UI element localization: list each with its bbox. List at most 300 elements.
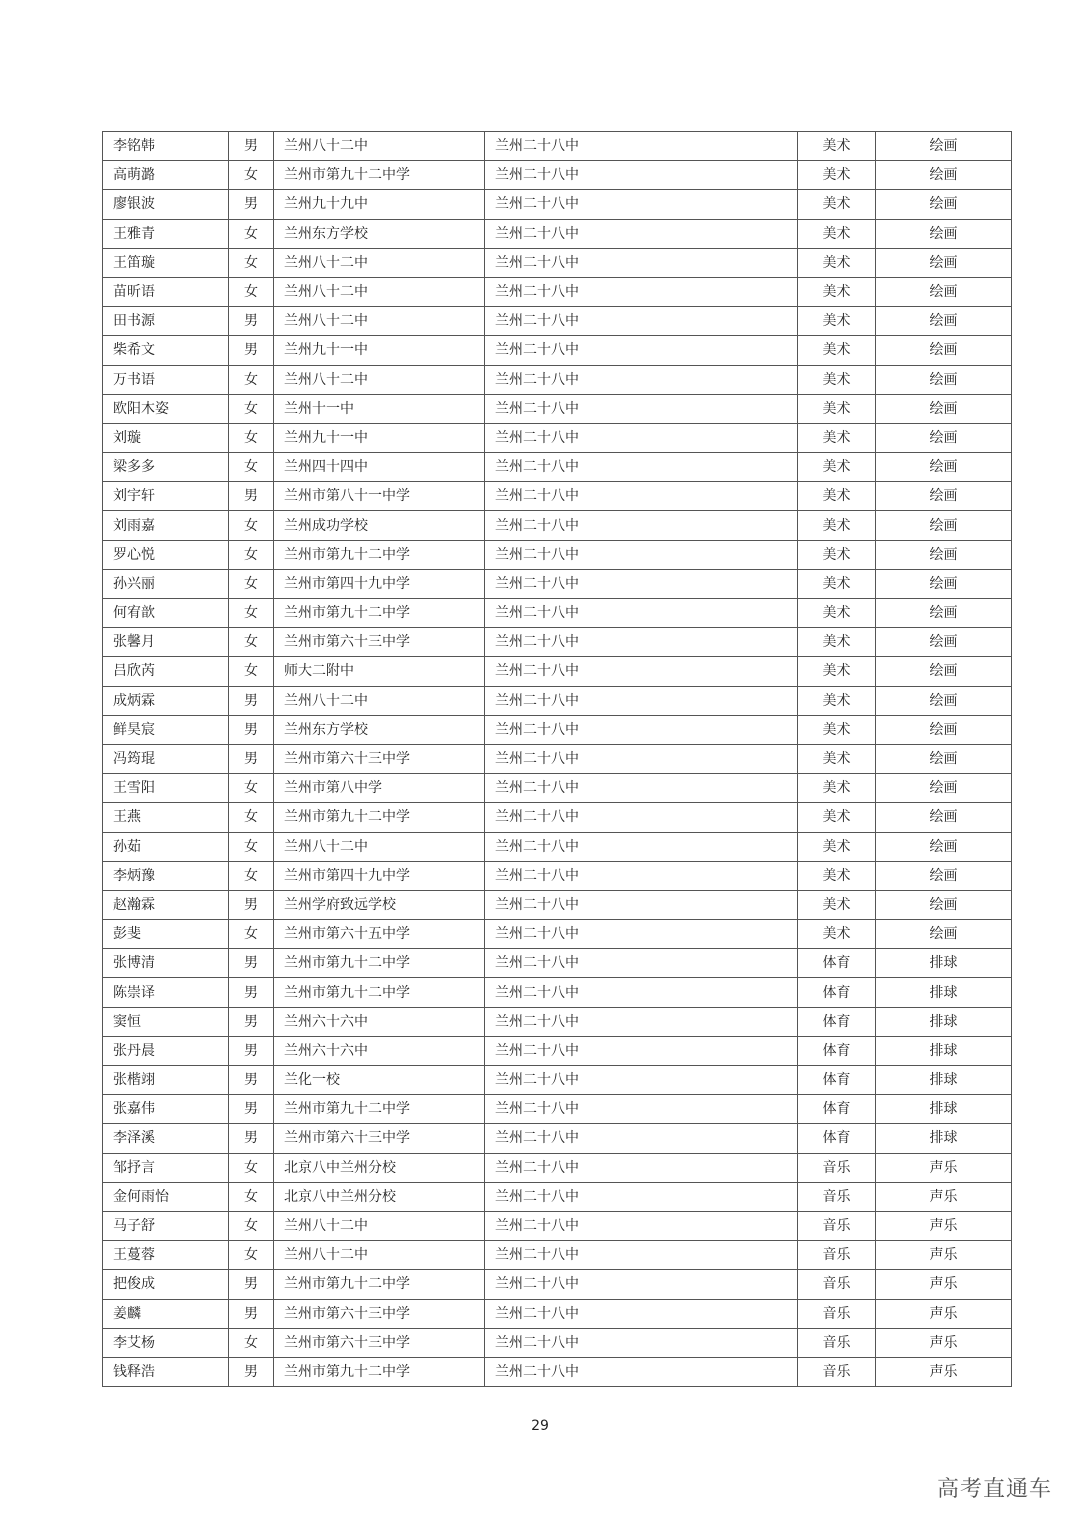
admit-school-cell: 兰州二十八中 [485, 1182, 798, 1211]
table-row [103, 803, 1012, 832]
origin-school-cell: 兰州成功学校 [274, 511, 485, 540]
admit-school-cell: 兰州二十八中 [485, 832, 798, 861]
origin-school-cell: 兰州九十一中 [274, 336, 485, 365]
gender-cell: 男 [229, 1357, 274, 1386]
gender-cell: 女 [229, 1211, 274, 1240]
roster-table [102, 131, 1012, 1387]
category-cell: 美术 [798, 277, 876, 306]
specialty-cell: 绘画 [876, 161, 1012, 190]
origin-school-cell: 兰州市第九十二中学 [274, 1357, 485, 1386]
gender-cell: 男 [229, 686, 274, 715]
category-cell: 美术 [798, 219, 876, 248]
admit-school-cell: 兰州二十八中 [485, 1066, 798, 1095]
student-name-cell: 孙茹 [103, 832, 229, 861]
category-cell: 音乐 [798, 1182, 876, 1211]
specialty-cell: 绘画 [876, 628, 1012, 657]
student-name-cell: 成炳霖 [103, 686, 229, 715]
origin-school-cell: 兰州市第六十三中学 [274, 744, 485, 773]
admit-school-cell: 兰州二十八中 [485, 628, 798, 657]
watermark: 高考直通车 [936, 1477, 1052, 1502]
specialty-cell: 绘画 [876, 277, 1012, 306]
origin-school-cell: 兰州八十二中 [274, 307, 485, 336]
origin-school-cell: 兰州九十一中 [274, 423, 485, 452]
table-row [103, 365, 1012, 394]
specialty-cell: 声乐 [876, 1153, 1012, 1182]
specialty-cell: 绘画 [876, 190, 1012, 219]
specialty-cell: 绘画 [876, 774, 1012, 803]
category-cell: 体育 [798, 1036, 876, 1065]
admit-school-cell: 兰州二十八中 [485, 599, 798, 628]
admit-school-cell: 兰州二十八中 [485, 920, 798, 949]
table-row [103, 132, 1012, 161]
table-row [103, 1270, 1012, 1299]
specialty-cell: 绘画 [876, 219, 1012, 248]
origin-school-cell: 兰州市第四十九中学 [274, 861, 485, 890]
table-row [103, 920, 1012, 949]
specialty-cell: 绘画 [876, 511, 1012, 540]
student-name-cell: 张博清 [103, 949, 229, 978]
table-row [103, 657, 1012, 686]
specialty-cell: 绘画 [876, 453, 1012, 482]
table-row [103, 277, 1012, 306]
gender-cell: 男 [229, 1036, 274, 1065]
table-row [103, 861, 1012, 890]
specialty-cell: 绘画 [876, 832, 1012, 861]
admit-school-cell: 兰州二十八中 [485, 1357, 798, 1386]
gender-cell: 男 [229, 307, 274, 336]
table-row [103, 949, 1012, 978]
student-name-cell: 何宥歆 [103, 599, 229, 628]
origin-school-cell: 兰化一校 [274, 1066, 485, 1095]
gender-cell: 女 [229, 511, 274, 540]
gender-cell: 女 [229, 861, 274, 890]
student-name-cell: 王雅青 [103, 219, 229, 248]
table-row [103, 569, 1012, 598]
category-cell: 美术 [798, 861, 876, 890]
gender-cell: 男 [229, 482, 274, 511]
table-row [103, 628, 1012, 657]
student-name-cell: 张楷翊 [103, 1066, 229, 1095]
student-name-cell: 万书语 [103, 365, 229, 394]
student-name-cell: 姜麟 [103, 1299, 229, 1328]
specialty-cell: 绘画 [876, 715, 1012, 744]
specialty-cell: 绘画 [876, 744, 1012, 773]
student-name-cell: 欧阳木姿 [103, 394, 229, 423]
gender-cell: 女 [229, 161, 274, 190]
gender-cell: 女 [229, 248, 274, 277]
category-cell: 体育 [798, 1124, 876, 1153]
origin-school-cell: 兰州市第四十九中学 [274, 569, 485, 598]
table-row [103, 1241, 1012, 1270]
origin-school-cell: 兰州市第九十二中学 [274, 599, 485, 628]
student-name-cell: 苗昕语 [103, 277, 229, 306]
admit-school-cell: 兰州二十八中 [485, 1153, 798, 1182]
category-cell: 美术 [798, 686, 876, 715]
student-name-cell: 张馨月 [103, 628, 229, 657]
table-row [103, 1095, 1012, 1124]
category-cell: 美术 [798, 628, 876, 657]
student-name-cell: 金何雨怡 [103, 1182, 229, 1211]
admit-school-cell: 兰州二十八中 [485, 365, 798, 394]
category-cell: 美术 [798, 423, 876, 452]
gender-cell: 女 [229, 1182, 274, 1211]
gender-cell: 男 [229, 1095, 274, 1124]
admit-school-cell: 兰州二十八中 [485, 423, 798, 452]
student-name-cell: 窦恒 [103, 1007, 229, 1036]
table-row [103, 715, 1012, 744]
specialty-cell: 绘画 [876, 803, 1012, 832]
student-name-cell: 马子舒 [103, 1211, 229, 1240]
student-name-cell: 陈崇译 [103, 978, 229, 1007]
gender-cell: 女 [229, 774, 274, 803]
category-cell: 美术 [798, 920, 876, 949]
specialty-cell: 声乐 [876, 1211, 1012, 1240]
gender-cell: 男 [229, 132, 274, 161]
specialty-cell: 绘画 [876, 599, 1012, 628]
table-row [103, 744, 1012, 773]
student-name-cell: 王雪阳 [103, 774, 229, 803]
origin-school-cell: 兰州六十六中 [274, 1007, 485, 1036]
gender-cell: 男 [229, 1124, 274, 1153]
admit-school-cell: 兰州二十八中 [485, 861, 798, 890]
category-cell: 美术 [798, 774, 876, 803]
table-row [103, 1328, 1012, 1357]
origin-school-cell: 兰州学府致远学校 [274, 890, 485, 919]
gender-cell: 女 [229, 219, 274, 248]
specialty-cell: 声乐 [876, 1182, 1012, 1211]
student-name-cell: 梁多多 [103, 453, 229, 482]
admit-school-cell: 兰州二十八中 [485, 248, 798, 277]
gender-cell: 女 [229, 599, 274, 628]
gender-cell: 男 [229, 1270, 274, 1299]
specialty-cell: 声乐 [876, 1299, 1012, 1328]
gender-cell: 女 [229, 540, 274, 569]
student-name-cell: 柴希文 [103, 336, 229, 365]
category-cell: 音乐 [798, 1270, 876, 1299]
origin-school-cell: 兰州市第九十二中学 [274, 978, 485, 1007]
student-name-cell: 王蔓蓉 [103, 1241, 229, 1270]
admit-school-cell: 兰州二十八中 [485, 949, 798, 978]
specialty-cell: 声乐 [876, 1328, 1012, 1357]
table-row [103, 1299, 1012, 1328]
admit-school-cell: 兰州二十八中 [485, 161, 798, 190]
gender-cell: 女 [229, 1153, 274, 1182]
student-name-cell: 鲜昊宸 [103, 715, 229, 744]
student-name-cell: 王笛璇 [103, 248, 229, 277]
student-name-cell: 刘雨嘉 [103, 511, 229, 540]
category-cell: 体育 [798, 978, 876, 1007]
student-name-cell: 罗心悦 [103, 540, 229, 569]
admit-school-cell: 兰州二十八中 [485, 1124, 798, 1153]
category-cell: 美术 [798, 715, 876, 744]
table-row [103, 307, 1012, 336]
table-row [103, 599, 1012, 628]
specialty-cell: 排球 [876, 1124, 1012, 1153]
table-row [103, 394, 1012, 423]
specialty-cell: 绘画 [876, 423, 1012, 452]
admit-school-cell: 兰州二十八中 [485, 511, 798, 540]
gender-cell: 女 [229, 832, 274, 861]
category-cell: 音乐 [798, 1153, 876, 1182]
specialty-cell: 绘画 [876, 890, 1012, 919]
table-row [103, 511, 1012, 540]
category-cell: 音乐 [798, 1211, 876, 1240]
table-row [103, 774, 1012, 803]
origin-school-cell: 兰州八十二中 [274, 686, 485, 715]
student-name-cell: 李炳豫 [103, 861, 229, 890]
origin-school-cell: 兰州八十二中 [274, 365, 485, 394]
origin-school-cell: 北京八中兰州分校 [274, 1182, 485, 1211]
student-name-cell: 张嘉伟 [103, 1095, 229, 1124]
student-name-cell: 邹抒言 [103, 1153, 229, 1182]
origin-school-cell: 兰州东方学校 [274, 715, 485, 744]
gender-cell: 女 [229, 628, 274, 657]
origin-school-cell: 兰州八十二中 [274, 1211, 485, 1240]
category-cell: 美术 [798, 307, 876, 336]
origin-school-cell: 兰州市第六十三中学 [274, 1124, 485, 1153]
student-name-cell: 钱释浩 [103, 1357, 229, 1386]
category-cell: 音乐 [798, 1328, 876, 1357]
table-row [103, 219, 1012, 248]
admit-school-cell: 兰州二十八中 [485, 132, 798, 161]
table-row [103, 1007, 1012, 1036]
category-cell: 音乐 [798, 1241, 876, 1270]
student-name-cell: 把俊成 [103, 1270, 229, 1299]
specialty-cell: 绘画 [876, 686, 1012, 715]
table-row [103, 1036, 1012, 1065]
origin-school-cell: 兰州市第六十五中学 [274, 920, 485, 949]
roster-body [103, 132, 1012, 1387]
origin-school-cell: 兰州八十二中 [274, 248, 485, 277]
origin-school-cell: 兰州市第九十二中学 [274, 540, 485, 569]
specialty-cell: 绘画 [876, 248, 1012, 277]
gender-cell: 男 [229, 890, 274, 919]
table-row [103, 540, 1012, 569]
table-row [103, 482, 1012, 511]
admit-school-cell: 兰州二十八中 [485, 978, 798, 1007]
category-cell: 体育 [798, 1095, 876, 1124]
student-name-cell: 彭斐 [103, 920, 229, 949]
category-cell: 美术 [798, 540, 876, 569]
category-cell: 美术 [798, 890, 876, 919]
student-name-cell: 刘璇 [103, 423, 229, 452]
admit-school-cell: 兰州二十八中 [485, 482, 798, 511]
category-cell: 体育 [798, 1066, 876, 1095]
specialty-cell: 排球 [876, 1066, 1012, 1095]
admit-school-cell: 兰州二十八中 [485, 1328, 798, 1357]
gender-cell: 男 [229, 336, 274, 365]
admit-school-cell: 兰州二十八中 [485, 890, 798, 919]
specialty-cell: 绘画 [876, 132, 1012, 161]
origin-school-cell: 兰州四十四中 [274, 453, 485, 482]
specialty-cell: 声乐 [876, 1270, 1012, 1299]
gender-cell: 女 [229, 657, 274, 686]
origin-school-cell: 兰州六十六中 [274, 1036, 485, 1065]
page-number: 29 [531, 1418, 549, 1434]
table-row [103, 1182, 1012, 1211]
gender-cell: 男 [229, 978, 274, 1007]
table-row [103, 1153, 1012, 1182]
specialty-cell: 排球 [876, 978, 1012, 1007]
gender-cell: 女 [229, 394, 274, 423]
admit-school-cell: 兰州二十八中 [485, 394, 798, 423]
origin-school-cell: 北京八中兰州分校 [274, 1153, 485, 1182]
table-row [103, 890, 1012, 919]
admit-school-cell: 兰州二十八中 [485, 1270, 798, 1299]
gender-cell: 女 [229, 453, 274, 482]
table-row [103, 423, 1012, 452]
category-cell: 美术 [798, 744, 876, 773]
student-name-cell: 李铭韩 [103, 132, 229, 161]
student-name-cell: 赵瀚霖 [103, 890, 229, 919]
specialty-cell: 绘画 [876, 920, 1012, 949]
origin-school-cell: 兰州市第六十三中学 [274, 1328, 485, 1357]
specialty-cell: 声乐 [876, 1241, 1012, 1270]
table-row [103, 453, 1012, 482]
student-name-cell: 李艾杨 [103, 1328, 229, 1357]
admit-school-cell: 兰州二十八中 [485, 219, 798, 248]
table-row [103, 1066, 1012, 1095]
specialty-cell: 排球 [876, 949, 1012, 978]
admit-school-cell: 兰州二十八中 [485, 803, 798, 832]
student-name-cell: 李泽溪 [103, 1124, 229, 1153]
table-row [103, 1357, 1012, 1386]
student-name-cell: 刘宇轩 [103, 482, 229, 511]
specialty-cell: 绘画 [876, 336, 1012, 365]
specialty-cell: 绘画 [876, 482, 1012, 511]
specialty-cell: 排球 [876, 1007, 1012, 1036]
student-name-cell: 高萌潞 [103, 161, 229, 190]
student-name-cell: 孙兴丽 [103, 569, 229, 598]
student-name-cell: 王燕 [103, 803, 229, 832]
category-cell: 音乐 [798, 1299, 876, 1328]
origin-school-cell: 兰州八十二中 [274, 1241, 485, 1270]
origin-school-cell: 兰州八十二中 [274, 132, 485, 161]
student-name-cell: 廖银波 [103, 190, 229, 219]
admit-school-cell: 兰州二十八中 [485, 277, 798, 306]
admit-school-cell: 兰州二十八中 [485, 1241, 798, 1270]
category-cell: 美术 [798, 248, 876, 277]
category-cell: 体育 [798, 1007, 876, 1036]
origin-school-cell: 兰州市第六十三中学 [274, 1299, 485, 1328]
specialty-cell: 绘画 [876, 861, 1012, 890]
gender-cell: 男 [229, 744, 274, 773]
student-name-cell: 田书源 [103, 307, 229, 336]
origin-school-cell: 兰州市第九十二中学 [274, 161, 485, 190]
specialty-cell: 排球 [876, 1036, 1012, 1065]
origin-school-cell: 兰州市第九十二中学 [274, 949, 485, 978]
origin-school-cell: 兰州十一中 [274, 394, 485, 423]
origin-school-cell: 兰州市第八中学 [274, 774, 485, 803]
origin-school-cell: 兰州市第九十二中学 [274, 1095, 485, 1124]
gender-cell: 女 [229, 569, 274, 598]
category-cell: 体育 [798, 949, 876, 978]
gender-cell: 女 [229, 803, 274, 832]
table-row [103, 686, 1012, 715]
origin-school-cell: 兰州市第八十一中学 [274, 482, 485, 511]
gender-cell: 女 [229, 1328, 274, 1357]
category-cell: 美术 [798, 599, 876, 628]
category-cell: 美术 [798, 365, 876, 394]
category-cell: 美术 [798, 569, 876, 598]
table-row [103, 190, 1012, 219]
gender-cell: 女 [229, 920, 274, 949]
origin-school-cell: 兰州市第六十三中学 [274, 628, 485, 657]
table-row [103, 1211, 1012, 1240]
gender-cell: 男 [229, 949, 274, 978]
specialty-cell: 绘画 [876, 307, 1012, 336]
origin-school-cell: 兰州东方学校 [274, 219, 485, 248]
specialty-cell: 绘画 [876, 365, 1012, 394]
admit-school-cell: 兰州二十八中 [485, 307, 798, 336]
student-name-cell: 张丹晨 [103, 1036, 229, 1065]
category-cell: 美术 [798, 803, 876, 832]
gender-cell: 女 [229, 1241, 274, 1270]
category-cell: 美术 [798, 161, 876, 190]
table-row [103, 248, 1012, 277]
table-row [103, 1124, 1012, 1153]
admit-school-cell: 兰州二十八中 [485, 744, 798, 773]
table-row [103, 336, 1012, 365]
category-cell: 音乐 [798, 1357, 876, 1386]
origin-school-cell: 兰州九十九中 [274, 190, 485, 219]
admit-school-cell: 兰州二十八中 [485, 686, 798, 715]
specialty-cell: 绘画 [876, 394, 1012, 423]
admit-school-cell: 兰州二十八中 [485, 1211, 798, 1240]
origin-school-cell: 师大二附中 [274, 657, 485, 686]
gender-cell: 女 [229, 423, 274, 452]
gender-cell: 男 [229, 1066, 274, 1095]
category-cell: 美术 [798, 190, 876, 219]
category-cell: 美术 [798, 511, 876, 540]
admit-school-cell: 兰州二十八中 [485, 336, 798, 365]
admit-school-cell: 兰州二十八中 [485, 569, 798, 598]
table-row [103, 161, 1012, 190]
student-name-cell: 冯筠琨 [103, 744, 229, 773]
admit-school-cell: 兰州二十八中 [485, 1036, 798, 1065]
table-row [103, 978, 1012, 1007]
gender-cell: 男 [229, 1007, 274, 1036]
gender-cell: 男 [229, 190, 274, 219]
category-cell: 美术 [798, 832, 876, 861]
origin-school-cell: 兰州市第九十二中学 [274, 1270, 485, 1299]
student-name-cell: 吕欣芮 [103, 657, 229, 686]
table-row [103, 832, 1012, 861]
category-cell: 美术 [798, 132, 876, 161]
specialty-cell: 绘画 [876, 657, 1012, 686]
admit-school-cell: 兰州二十八中 [485, 1007, 798, 1036]
specialty-cell: 排球 [876, 1095, 1012, 1124]
specialty-cell: 绘画 [876, 540, 1012, 569]
category-cell: 美术 [798, 657, 876, 686]
category-cell: 美术 [798, 336, 876, 365]
gender-cell: 女 [229, 277, 274, 306]
gender-cell: 女 [229, 365, 274, 394]
category-cell: 美术 [798, 394, 876, 423]
admit-school-cell: 兰州二十八中 [485, 657, 798, 686]
admit-school-cell: 兰州二十八中 [485, 774, 798, 803]
gender-cell: 男 [229, 715, 274, 744]
admit-school-cell: 兰州二十八中 [485, 1299, 798, 1328]
origin-school-cell: 兰州八十二中 [274, 832, 485, 861]
admit-school-cell: 兰州二十八中 [485, 540, 798, 569]
origin-school-cell: 兰州八十二中 [274, 277, 485, 306]
category-cell: 美术 [798, 482, 876, 511]
category-cell: 美术 [798, 453, 876, 482]
admit-school-cell: 兰州二十八中 [485, 715, 798, 744]
admit-school-cell: 兰州二十八中 [485, 190, 798, 219]
gender-cell: 男 [229, 1299, 274, 1328]
